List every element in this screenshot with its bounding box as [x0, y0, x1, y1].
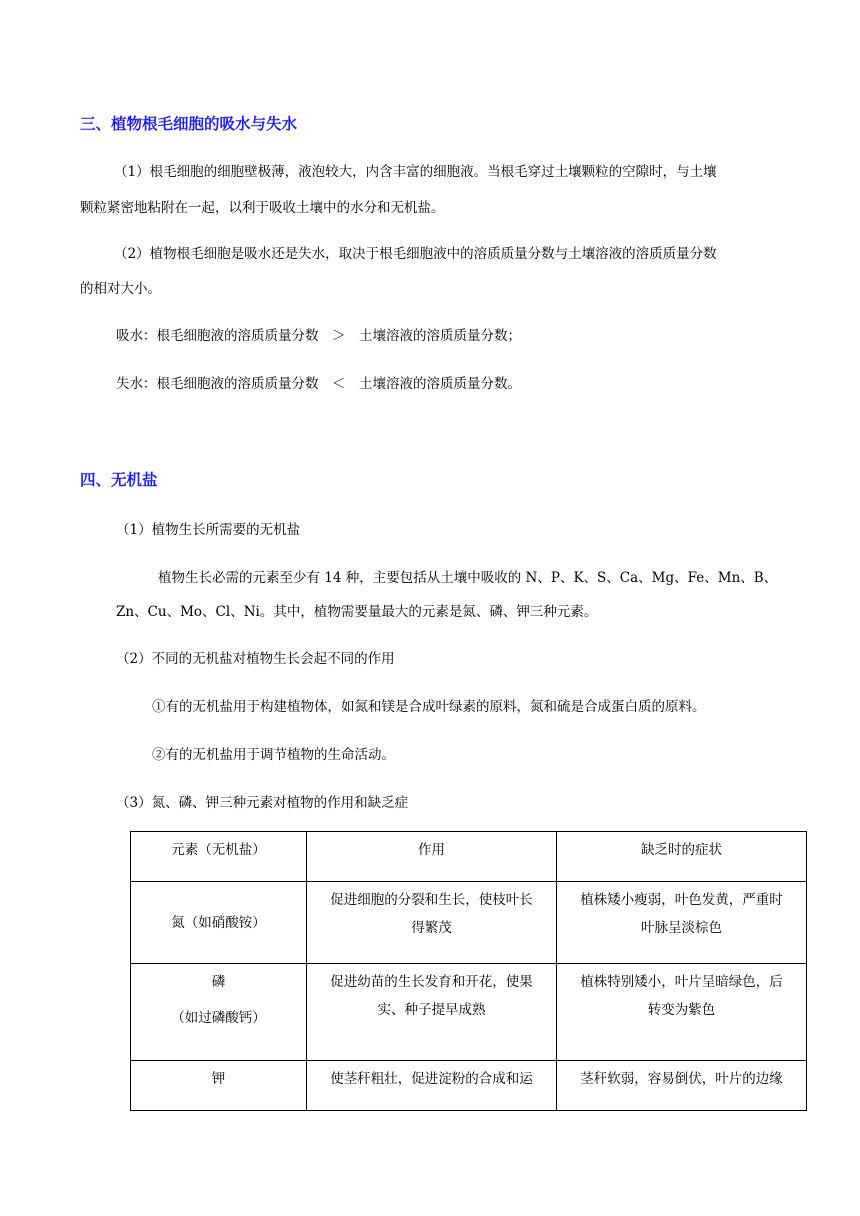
effect-line: 促进细胞的分裂和生长，使枝叶长: [330, 892, 533, 908]
header-effect: 作用: [307, 832, 557, 882]
effect-cell: [307, 964, 557, 1061]
nutrient-table: [130, 831, 807, 1111]
symptom-cell: [557, 1061, 807, 1111]
subsection-1-line-2: Zn、Cu、Mo、Cl、Ni。其中，植物需要量最大的元素是氮、磷、钾三种元素。: [116, 604, 598, 620]
effect-line: 促进幼苗的生长发育和开花，使果: [330, 974, 533, 990]
element-cell: [131, 964, 307, 1061]
element-cell: 氮（如硝酸铵）: [131, 882, 307, 964]
symptom-line: 叶脉呈淡棕色: [641, 920, 722, 936]
symptom-line: 植株矮小瘦弱，叶色发黄，严重时: [580, 892, 783, 908]
effect-cell: [307, 882, 557, 964]
subsection-1-title: （1）植物生长所需要的无机盐: [116, 522, 301, 538]
subsection-3-title: （3）氮、磷、钾三种元素对植物的作用和缺乏症: [116, 795, 409, 811]
symptom-cell: [557, 964, 807, 1061]
element-line: 磷: [211, 974, 226, 990]
effect-line: 得繁茂: [411, 920, 452, 936]
paragraph-2-line-1: （2）植物根毛细胞是吸水还是失水，取决于根毛细胞液中的溶质质量分数与土壤溶液的溶质质量分数: [114, 246, 717, 262]
element-line: （如过磷酸钙）: [171, 1010, 266, 1026]
effect-line: 实、种子提早成熟: [377, 1002, 486, 1018]
symptom-line: 转变为紫色: [647, 1002, 716, 1018]
absorb-condition: 吸水：根毛细胞液的溶质质量分数 ＞ 土壤溶液的溶质质量分数；: [116, 328, 521, 344]
section-heading-4: 四、无机盐: [80, 471, 158, 489]
header-element: 元素（无机盐）: [131, 832, 307, 882]
subsection-2-title: （2）不同的无机盐对植物生长会起不同的作用: [116, 651, 395, 667]
symptom-line: 茎秆软弱，容易倒伏，叶片的边缘: [580, 1071, 783, 1087]
effect-cell: [307, 1061, 557, 1111]
lose-condition: 失水：根毛细胞液的溶质质量分数 ＜ 土壤溶液的溶质质量分数。: [116, 376, 521, 392]
table-header-row: [131, 832, 807, 882]
subsection-2-item-1: ①有的无机盐用于构建植物体，如氮和镁是合成叶绿素的原料，氮和硫是合成蛋白质的原料。: [152, 699, 706, 715]
table-row: [131, 1061, 807, 1111]
paragraph-1-line-1: （1）根毛细胞的细胞壁极薄，液泡较大，内含丰富的细胞液。当根毛穿过土壤颗粒的空隙时，与土壤: [114, 164, 717, 180]
table-row: [131, 964, 807, 1061]
subsection-2-item-2: ②有的无机盐用于调节植物的生命活动。: [152, 747, 395, 763]
effect-line: 使茎秆粗壮，促进淀粉的合成和运: [330, 1071, 533, 1087]
subsection-1-line-1: 植物生长必需的元素至少有 14 种，主要包括从土壤中吸收的 N、P、K、S、Ca、Mg、Fe、Mn、B、: [158, 570, 778, 586]
paragraph-2-line-2: 的相对大小。: [80, 281, 161, 297]
symptom-line: 植株特别矮小，叶片呈暗绿色，后: [580, 974, 783, 990]
symptom-cell: [557, 882, 807, 964]
section-heading-3: 三、植物根毛细胞的吸水与失水: [80, 115, 298, 133]
paragraph-1-line-2: 颗粒紧密地粘附在一起，以利于吸收土壤中的水分和无机盐。: [80, 200, 445, 216]
element-cell: 钾: [131, 1061, 307, 1111]
table-row: [131, 882, 807, 964]
header-symptom: 缺乏时的症状: [557, 832, 807, 882]
